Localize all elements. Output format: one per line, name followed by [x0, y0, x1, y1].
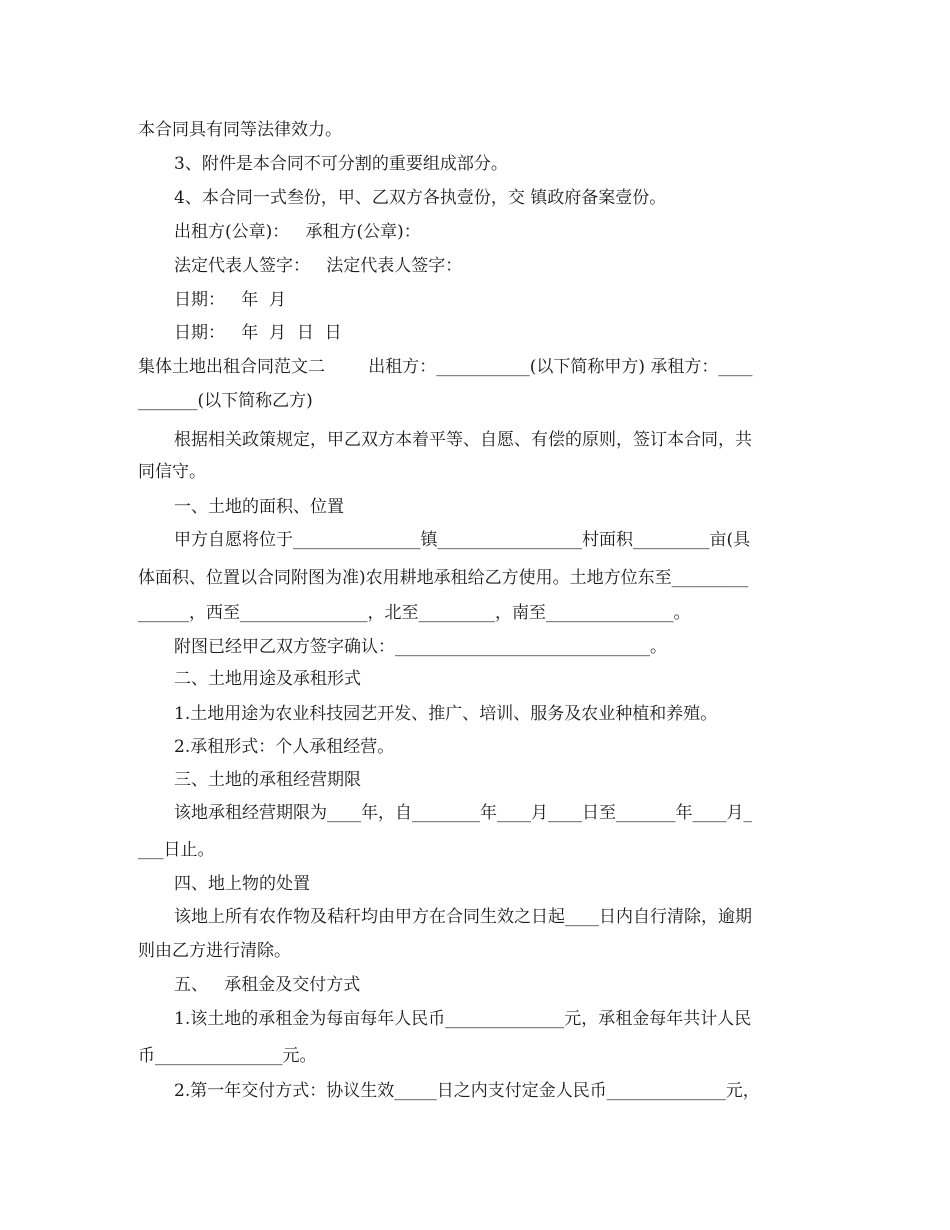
text-line: 则由乙方进行清除。 [138, 941, 291, 961]
text-line: 甲方自愿将位于_______________镇_________________村面积_________亩(具 [174, 530, 751, 550]
section-heading: 一、土地的面积、位置 [174, 497, 344, 517]
section-heading: 二、土地用途及承租形式 [174, 669, 361, 689]
signature-parties-line: 出租方(公章)： 承租方(公章)： [174, 222, 421, 242]
text-line: 附图已经甲乙双方签字确认：______________________________。 [174, 637, 667, 657]
section-heading: 四、地上物的处置 [174, 874, 310, 894]
text-line: _______(以下简称乙方) [138, 391, 313, 411]
section-heading: 三、土地的承租经营期限 [174, 770, 361, 790]
text-line: 2.第一年交付方式：协议生效_____日之内支付定金人民币______________元， [174, 1081, 760, 1101]
date-line: 日期： 年 月 日 日 [174, 323, 342, 343]
text-line: ______，西至_______________，北至_________，南至_______________。 [138, 603, 691, 623]
text-line: 4、本合同一式叁份，甲、乙双方各执壹份，交 镇政府备案壹份。 [174, 188, 667, 208]
text-line: 同信守。 [138, 462, 206, 482]
text-line: 币_______________元。 [138, 1046, 317, 1066]
text-line: 该地承租经营期限为____年，自________年____月____日至_______年____月_ [174, 803, 752, 823]
text-line: 本合同具有同等法律效力。 [138, 120, 342, 140]
date-line: 日期： 年 月 [174, 290, 287, 310]
text-line: ___日止。 [138, 840, 215, 860]
text-line: 1.土地用途为农业科技园艺开发、推广、培训、服务及农业种植和养殖。 [174, 704, 718, 724]
text-line: 体面积、位置以合同附图为准)农用耕地承租给乙方使用。土地方位东至_________ [138, 568, 749, 588]
text-line: 根据相关政策规定，甲乙双方本着平等、自愿、有偿的原则，签订本合同，共 [174, 430, 752, 450]
signature-representatives-line: 法定代表人签字： 法定代表人签字： [174, 256, 463, 276]
section-heading: 五、 承租金及交付方式 [174, 975, 361, 995]
text-line: 2.承租形式：个人承租经营。 [174, 737, 395, 757]
text-line: 该地上所有农作物及秸秆均由甲方在合同生效之日起____日内自行清除，逾期 [174, 907, 752, 927]
text-line: 1.该土地的承租金为每亩每年人民币______________元，承租金每年共计人民 [174, 1009, 752, 1029]
text-line: 3、附件是本合同不可分割的重要组成部分。 [174, 154, 508, 174]
contract-title-line: 集体土地出租合同范文二 出租方：___________(以下简称甲方) 承租方：____ [138, 357, 753, 377]
